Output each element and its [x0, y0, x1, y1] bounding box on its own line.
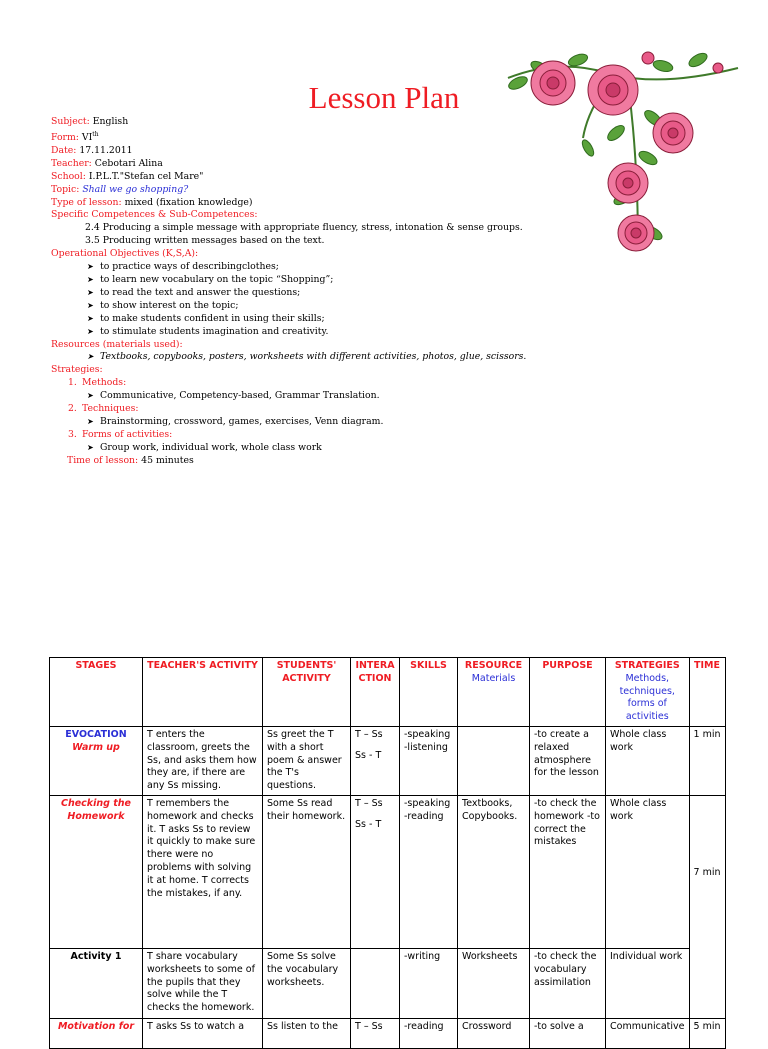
- skills-cell: -reading: [400, 1018, 458, 1048]
- header-stages: STAGES: [50, 658, 143, 727]
- stage-cell: Checking the Homework: [50, 795, 143, 948]
- lesson-type-line: Type of lesson: mixed (fixation knowledge): [51, 196, 253, 208]
- strategies-label: Strategies:: [51, 364, 103, 376]
- topic-line: Topic: Shall we go shopping?: [51, 183, 189, 195]
- strategy-item: ➤ Group work, individual work, whole class work: [87, 441, 322, 453]
- teacher-cell: T enters the classroom, greets the Ss, and asks them how they are, if there are any Ss missing.: [143, 726, 263, 795]
- competence-item: 3.5 Producing written messages based on the text.: [85, 235, 325, 247]
- time-cell: 7 min: [689, 795, 725, 1018]
- interaction-cell: T – Ss Ss - T: [351, 795, 400, 948]
- subject-line: Subject: English: [51, 116, 129, 127]
- strategy-heading: 1. Methods:: [68, 377, 127, 389]
- interaction-cell: T – Ss: [351, 1018, 400, 1048]
- teacher-cell: T asks Ss to watch a: [143, 1018, 263, 1048]
- header-strategies: STRATEGIES Methods, techniques, forms of activities: [606, 658, 690, 727]
- interaction-cell: T – Ss Ss - T: [351, 726, 400, 795]
- objective-item: ➤ to show interest on the topic;: [87, 299, 239, 311]
- objectives-label: Operational Objectives (K,S,A):: [51, 248, 199, 260]
- objective-item: ➤ to learn new vocabulary on the topic “Shopping”;: [87, 273, 334, 285]
- objective-item: ➤ to practice ways of describingclothes;: [87, 261, 279, 273]
- time-line: Time of lesson: 45 minutes: [67, 454, 194, 466]
- resources-item: ➤ Textbooks, copybooks, posters, worksheets with different activities, photos, glue, scissors.: [87, 351, 527, 363]
- competences-label: Specific Competences & Sub-Competences:: [51, 209, 258, 221]
- header-skills: SKILLS: [400, 658, 458, 727]
- resource-cell: [458, 726, 530, 795]
- interaction-cell: [351, 948, 400, 1018]
- arrow-bullet-icon: ➤: [87, 262, 94, 272]
- table-row: [50, 726, 726, 795]
- purpose-cell: -to check the homework -to correct the mistakes: [530, 795, 606, 948]
- students-cell: Ss greet the T with a short poem & answer the T's questions.: [263, 726, 351, 795]
- purpose-cell: -to check the vocabulary assimilation: [530, 948, 606, 1018]
- arrow-bullet-icon: ➤: [87, 416, 94, 426]
- teacher-cell: T remembers the homework and checks it. T asks Ss to review it quickly to make sure there were no problems with solving it at home. T corrects the mistakes, if any.: [143, 795, 263, 948]
- header-students: STUDENTS' ACTIVITY: [263, 658, 351, 727]
- strategies-cell: Individual work: [606, 948, 690, 1018]
- page-title: Lesson Plan: [308, 80, 460, 115]
- resources-label: Resources (materials used):: [51, 338, 183, 350]
- competence-item: 2.4 Producing a simple message with appropriate fluency, stress, intonation & sense groups.: [85, 222, 523, 234]
- table-row: [50, 1018, 726, 1048]
- table-header-row: [50, 658, 726, 727]
- strategies-cell: Communicative: [606, 1018, 690, 1048]
- lesson-info: [51, 116, 591, 468]
- strategy-heading: 2. Techniques:: [68, 403, 139, 415]
- header-teacher: TEACHER'S ACTIVITY: [143, 658, 263, 727]
- arrow-bullet-icon: ➤: [87, 391, 94, 401]
- lesson-table: [49, 657, 726, 1049]
- resource-cell: Worksheets: [458, 948, 530, 1018]
- strategy-item: ➤ Communicative, Competency-based, Grammar Translation.: [87, 390, 380, 402]
- objective-item: ➤ to stimulate students imagination and creativity.: [87, 325, 329, 337]
- strategies-cell: Whole class work: [606, 726, 690, 795]
- resource-cell: Crossword: [458, 1018, 530, 1048]
- teacher-cell: T share vocabulary worksheets to some of the pupils that they solve while the T checks the homework.: [143, 948, 263, 1018]
- time-cell: 5 min: [689, 1018, 725, 1048]
- skills-cell: -writing: [400, 948, 458, 1018]
- objective-item: ➤ to read the text and answer the questions;: [87, 286, 301, 298]
- students-cell: Ss listen to the: [263, 1018, 351, 1048]
- purpose-cell: -to solve a: [530, 1018, 606, 1048]
- table-row: [50, 795, 726, 948]
- header-purpose: PURPOSE: [530, 658, 606, 727]
- header-interaction: INTERA CTION: [351, 658, 400, 727]
- stage-cell: Activity 1: [50, 948, 143, 1018]
- stage-cell: Motivation for: [50, 1018, 143, 1048]
- header-time: TIME: [689, 658, 725, 727]
- stage-cell: EVOCATION Warm up: [50, 726, 143, 795]
- time-cell: 1 min: [689, 726, 725, 795]
- skills-cell: -speaking -reading: [400, 795, 458, 948]
- arrow-bullet-icon: ➤: [87, 300, 94, 310]
- arrow-bullet-icon: ➤: [87, 326, 94, 336]
- arrow-bullet-icon: ➤: [87, 352, 94, 362]
- teacher-line: Teacher: Cebotari Alina: [51, 157, 163, 169]
- table-row: [50, 948, 726, 1018]
- arrow-bullet-icon: ➤: [87, 274, 94, 284]
- strategies-cell: Whole class work: [606, 795, 690, 948]
- header-resource: RESOURCE Materials: [458, 658, 530, 727]
- resource-cell: Textbooks, Copybooks.: [458, 795, 530, 948]
- arrow-bullet-icon: ➤: [87, 313, 94, 323]
- school-line: School: I.P.L.T."Stefan cel Mare": [51, 170, 204, 182]
- purpose-cell: -to create a relaxed atmosphere for the lesson: [530, 726, 606, 795]
- students-cell: Some Ss read their homework.: [263, 795, 351, 948]
- form-line: Form: VIth: [51, 130, 99, 143]
- strategy-heading: 3. Forms of activities:: [68, 428, 173, 440]
- date-line: Date: 17.11.2011: [51, 144, 133, 156]
- skills-cell: -speaking -listening: [400, 726, 458, 795]
- students-cell: Some Ss solve the vocabulary worksheets.: [263, 948, 351, 1018]
- objective-item: ➤ to make students confident in using their skills;: [87, 312, 325, 324]
- arrow-bullet-icon: ➤: [87, 442, 94, 452]
- arrow-bullet-icon: ➤: [87, 287, 94, 297]
- strategy-item: ➤ Brainstorming, crossword, games, exercises, Venn diagram.: [87, 415, 384, 427]
